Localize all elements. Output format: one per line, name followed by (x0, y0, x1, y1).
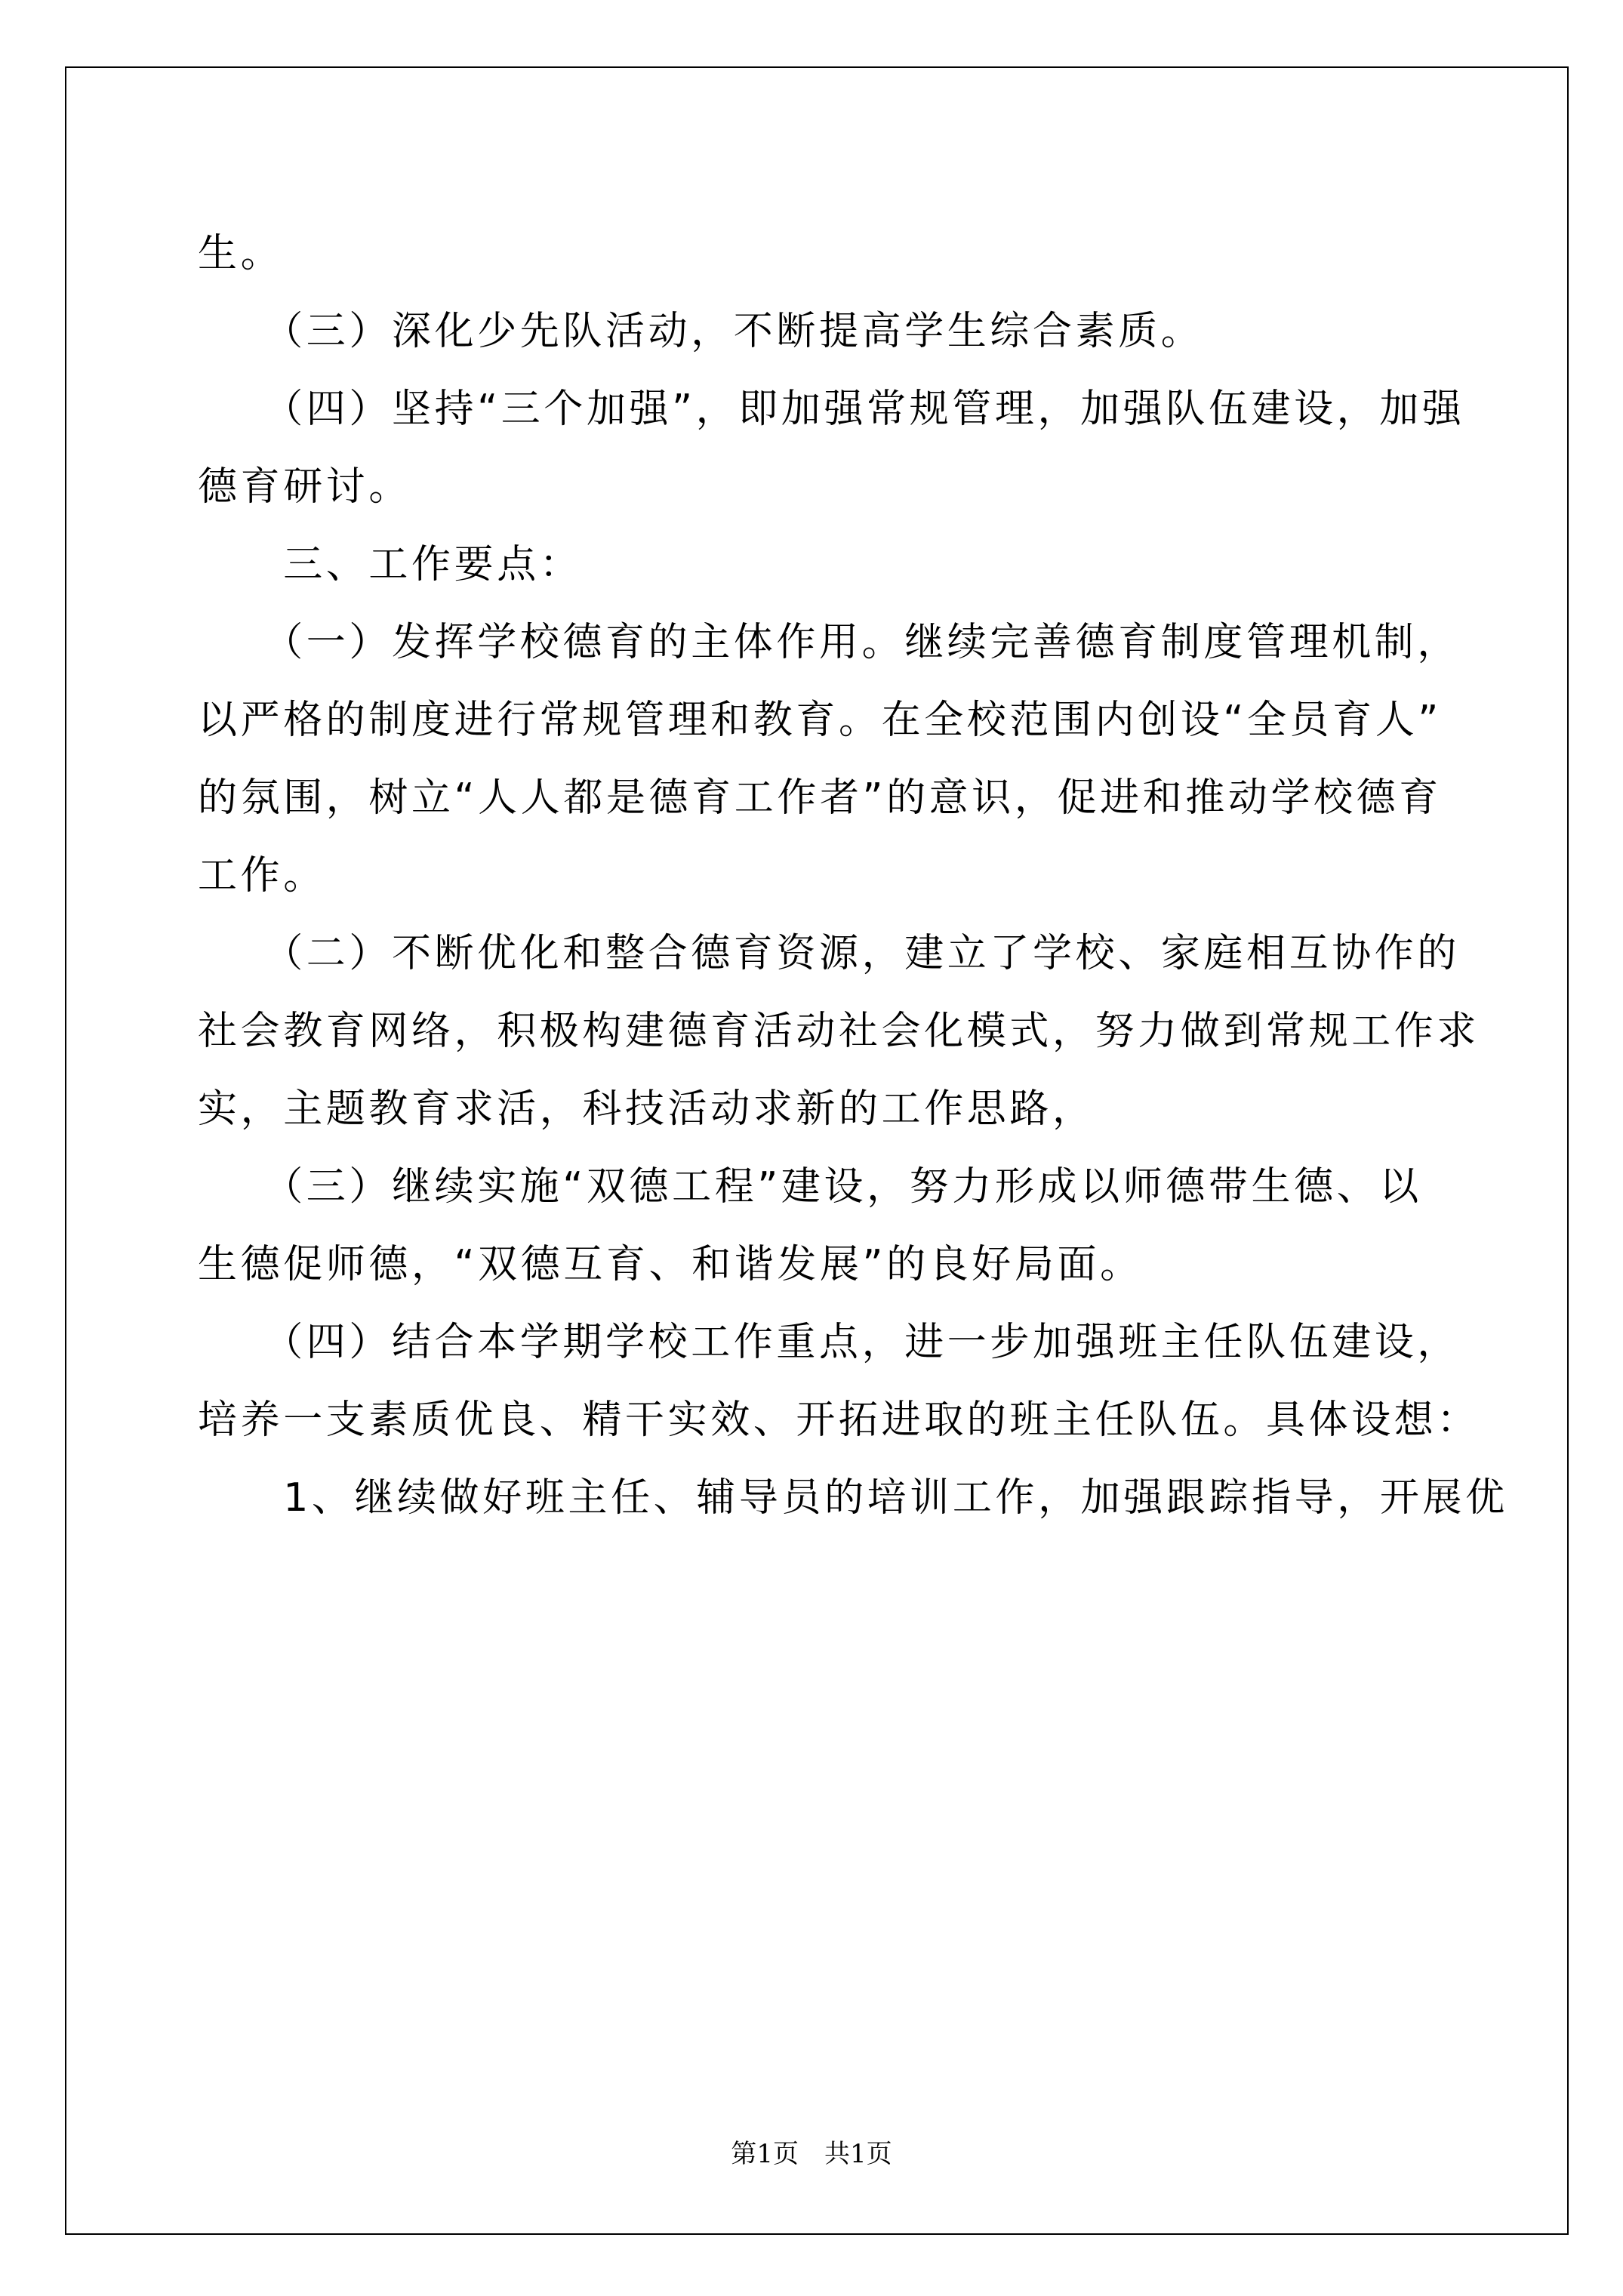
text-line: 生。 (198, 231, 284, 276)
text-line: （二）不断优化和整合德育资源，建立了学校、家庭相互协作的 (198, 931, 1461, 976)
text-line: 工作。 (198, 853, 326, 898)
text-line: 1、继续做好班主任、辅导员的培训工作，加强跟踪指导，开展优 (198, 1475, 1508, 1521)
text-line: 德育研讨。 (198, 464, 412, 510)
page-number: 第1页 (731, 2139, 799, 2169)
document-body (198, 215, 1508, 1537)
page-footer (0, 2133, 1623, 2170)
text-line: 以严格的制度进行常规管理和教育。在全校范围内创设“全员育人” (198, 698, 1442, 743)
text-line: （三）深化少先队活动，不断提高学生综合素质。 (198, 309, 1204, 354)
text-line: （三）继续实施“双德工程”建设，努力形成以师德带生德、以 (198, 1164, 1422, 1210)
text-line: 培养一支素质优良、精干实效、开拓进取的班主任队伍。具体设想： (198, 1398, 1480, 1443)
text-line: 实，主题教育求活，科技活动求新的工作思路， (198, 1086, 1095, 1132)
page-total: 共1页 (824, 2139, 892, 2169)
text-line: （一）发挥学校德育的主体作用。继续完善德育制度管理机制， (198, 620, 1461, 665)
text-line: 的氛围，树立“人人都是德育工作者”的意识，促进和推动学校德育 (198, 775, 1442, 821)
text-line: 社会教育网络，积极构建德育活动社会化模式，努力做到常规工作求 (198, 1009, 1480, 1054)
text-line: 三、工作要点： (198, 542, 583, 587)
text-line: （四）结合本学期学校工作重点，进一步加强班主任队伍建设， (198, 1320, 1461, 1365)
text-line: （四）坚持“三个加强”，即加强常规管理，加强队伍建设，加强 (198, 387, 1465, 432)
text-line: 生德促师德，“双德互育、和谐发展”的良好局面。 (198, 1242, 1143, 1287)
